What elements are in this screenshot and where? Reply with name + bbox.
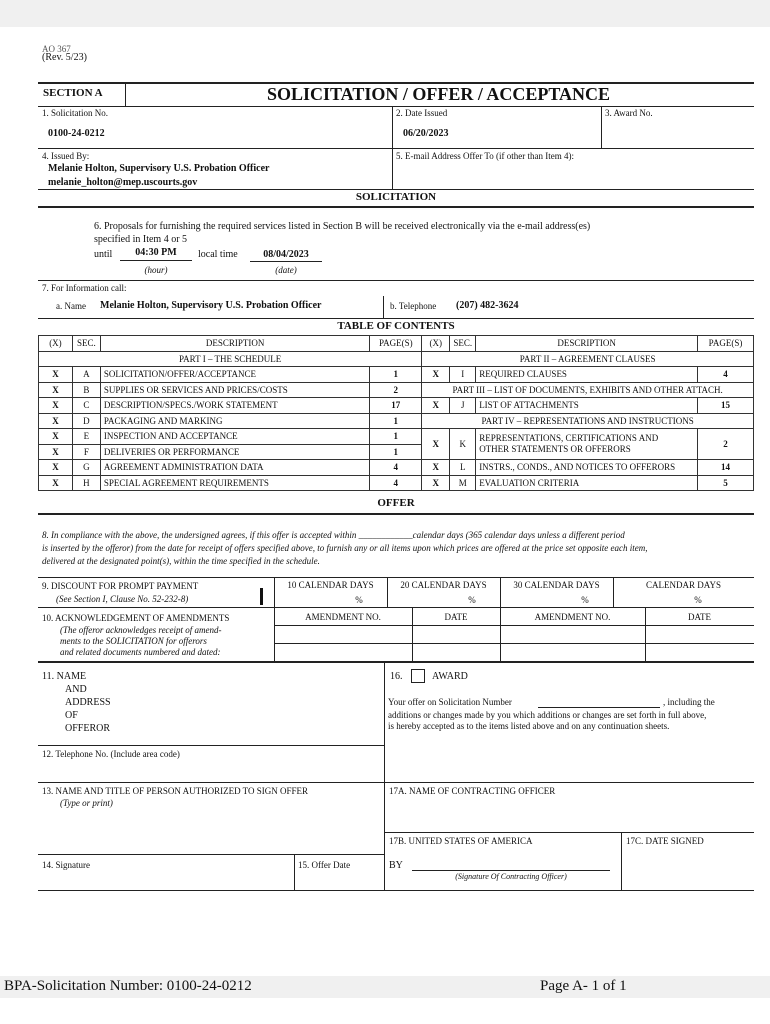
item11-label: ADDRESS [65, 697, 111, 708]
toc-mark: X [39, 382, 73, 398]
toc-desc: SUPPLIES OR SERVICES AND PRICES/COSTS [100, 382, 369, 398]
toc-sec: E [72, 429, 100, 445]
rule [294, 854, 295, 890]
toc-desc: REQUIRED CLAUSES [476, 367, 698, 383]
issued-by-name: Melanie Holton, Supervisory U.S. Probation Officer [48, 163, 270, 174]
amendment-no-header: AMENDMENT NO. [305, 612, 381, 622]
date-issued-value: 06/20/2023 [403, 128, 449, 139]
item17a-label: 17A. NAME OF CONTRACTING OFFICER [389, 786, 556, 796]
offer-heading: OFFER [377, 497, 415, 509]
toc-part-row [39, 351, 754, 367]
rule [38, 513, 754, 515]
toc-desc: PACKAGING AND MARKING [100, 413, 369, 429]
toc-col-pages: PAGE(S) [698, 336, 754, 352]
toc-sec: C [72, 398, 100, 414]
table-row [39, 429, 754, 445]
solicitation-no-value: 0100-24-0212 [48, 128, 105, 139]
toc-col-desc: DESCRIPTION [476, 336, 698, 352]
toc-pages: 14 [698, 460, 754, 476]
item11-label: OF [65, 710, 78, 721]
proposal-hour: 04:30 PM [120, 247, 192, 261]
toc-sec: J [450, 398, 476, 414]
toc-part-3: PART III – LIST OF DOCUMENTS, EXHIBITS AND OTHER ATTACH. [422, 382, 754, 398]
toc-desc-line: OTHER STATEMENTS OR OFFERORS [479, 444, 631, 454]
toc-sec: G [72, 460, 100, 476]
toc-col-desc: DESCRIPTION [100, 336, 369, 352]
award-solicitation-number-field[interactable] [538, 697, 660, 708]
toc-pages: 15 [698, 398, 754, 414]
toc-sec: H [72, 475, 100, 491]
item6-text-line2: specified in Item 4 or 5 [94, 234, 188, 245]
rule [384, 662, 385, 890]
rule [38, 745, 384, 746]
toc-pages: 2 [698, 429, 754, 460]
discount-30-days-label: 30 CALENDAR DAYS [513, 580, 600, 590]
toc-mark: X [422, 367, 450, 383]
discount-10-pct: % [355, 595, 363, 605]
rule [383, 296, 384, 318]
item14-label: 14. Signature [42, 860, 90, 870]
amendment-no-header: AMENDMENT NO. [534, 612, 611, 622]
section-label: SECTION A [43, 87, 103, 99]
toc-sec: F [72, 444, 100, 460]
toc-part-2: PART II – AGREEMENT CLAUSES [422, 351, 754, 367]
toc-col-sec: SEC. [72, 336, 100, 352]
toc-table [38, 335, 754, 491]
toc-mark: X [39, 460, 73, 476]
proposal-date: 08/04/2023 [250, 249, 322, 262]
toc-col-x: (X) [422, 336, 450, 352]
toc-sec: L [450, 460, 476, 476]
signature-caption: (Signature Of Contracting Officer) [455, 872, 567, 881]
toc-col-pages: PAGE(S) [370, 336, 422, 352]
toc-mark: X [39, 413, 73, 429]
item13-subtitle: (Type or print) [60, 798, 113, 808]
item11-label: AND [65, 684, 87, 695]
award-text-line3: is hereby accepted as to the items listed above and on any continuation sheets. [388, 721, 670, 731]
toc-mark: X [39, 367, 73, 383]
rule [392, 106, 393, 148]
text-cursor-mark [260, 588, 263, 605]
rule [274, 625, 754, 626]
toc-part-4: PART IV – REPRESENTATIONS AND INSTRUCTIONS [422, 413, 754, 429]
item9-label: 9. DISCOUNT FOR PROMPT PAYMENT [42, 581, 199, 591]
toc-desc: INSTRS., CONDS., AND NOTICES TO OFFERORS [476, 460, 698, 476]
issued-by-label: 4. Issued By: [42, 151, 90, 161]
item6-text-line1: 6. Proposals for furnishing the required services listed in Section B will be received electronically via the e-mail address(es) [94, 221, 591, 232]
toc-sec: M [450, 475, 476, 491]
toc-sec: A [72, 367, 100, 383]
item10-sub-line3: and related documents numbered and dated: [60, 647, 221, 657]
rule [621, 832, 622, 890]
toc-mark: X [39, 444, 73, 460]
item10-sub-line2: ments to the SOLICITATION for offerors [60, 636, 207, 646]
discount-20-pct: % [468, 595, 476, 605]
date-caption: (date) [275, 265, 297, 275]
rule [392, 148, 393, 189]
item13-label: 13. NAME AND TITLE OF PERSON AUTHORIZED TO SIGN OFFER [42, 786, 309, 796]
toc-desc: SPECIAL AGREEMENT REQUIREMENTS [100, 475, 369, 491]
rule [38, 607, 754, 608]
toc-desc-line: REPRESENTATIONS, CERTIFICATIONS AND [479, 433, 659, 443]
item16-number: 16. [390, 671, 403, 682]
item11-label: 11. NAME [42, 671, 87, 682]
toc-mark: X [422, 429, 450, 460]
award-text-line1: Your offer on Solicitation Number [388, 697, 512, 707]
toc-mark: X [39, 475, 73, 491]
toc-sec: D [72, 413, 100, 429]
rule [38, 148, 754, 149]
until-label: until [94, 249, 113, 260]
item10-label: 10. ACKNOWLEDGEMENT OF AMENDMENTS [42, 613, 230, 623]
footer-page-number: Page A- 1 of 1 [540, 978, 627, 994]
rule [38, 854, 384, 855]
table-row [39, 475, 754, 491]
table-row [39, 367, 754, 383]
rule [38, 318, 754, 319]
item8-text-line3: delivered at the designated point(s), within the time specified in the schedule. [42, 556, 320, 566]
rule [38, 189, 754, 190]
item11-label: OFFEROR [65, 723, 111, 734]
rule [38, 106, 754, 107]
item17c-label: 17C. DATE SIGNED [626, 836, 704, 846]
toc-heading: TABLE OF CONTENTS [337, 320, 455, 332]
date-issued-label: 2. Date Issued [396, 108, 448, 118]
toc-desc: EVALUATION CRITERIA [476, 475, 698, 491]
info-phone-label: b. Telephone [390, 301, 437, 311]
award-text-line1-end: , including the [663, 697, 715, 707]
footer-solicitation-number: BPA-Solicitation Number: 0100-24-0212 [4, 978, 252, 994]
toc-desc: SOLICITATION/OFFER/ACCEPTANCE [100, 367, 369, 383]
toc-pages: 4 [370, 460, 422, 476]
item12-label: 12. Telephone No. (Include area code) [42, 749, 180, 759]
item8-text-line2: is inserted by the offeror) from the date for receipt of offers specified above, to furnish any or all items upon which prices are offered at the price set opposite each item, [42, 543, 648, 553]
solicitation-heading: SOLICITATION [355, 191, 437, 203]
toc-pages: 1 [370, 429, 422, 445]
rule [38, 206, 754, 208]
toc-col-sec: SEC. [450, 336, 476, 352]
item16-label: AWARD [432, 671, 468, 682]
toc-col-x: (X) [39, 336, 73, 352]
toc-desc: DELIVERIES OR PERFORMANCE [100, 444, 369, 460]
discount-30-pct: % [581, 595, 589, 605]
rule [38, 890, 384, 891]
discount-other-days-label: CALENDAR DAYS [646, 580, 721, 590]
info-name-label: a. Name [56, 301, 86, 311]
toc-mark: X [39, 429, 73, 445]
toc-pages: 2 [370, 382, 422, 398]
rule [384, 890, 754, 891]
revision-label: (Rev. 5/23) [42, 52, 87, 63]
page-title: SOLICITATION / OFFER / ACCEPTANCE [266, 84, 611, 104]
toc-desc: DESCRIPTION/SPECS./WORK STATEMENT [100, 398, 369, 414]
table-row [39, 382, 754, 398]
rule [38, 782, 754, 783]
toc-desc: INSPECTION AND ACCEPTANCE [100, 429, 369, 445]
toc-pages: 4 [370, 475, 422, 491]
table-row [39, 413, 754, 429]
toc-pages: 17 [370, 398, 422, 414]
table-row [39, 460, 754, 476]
table-row [39, 398, 754, 414]
toc-pages: 1 [370, 444, 422, 460]
toc-pages: 4 [698, 367, 754, 383]
email-offer-label: 5. E-mail Address Offer To (if other than Item 4): [396, 151, 574, 161]
award-text-line2: additions or changes made by you which additions or changes are set forth in full above, [388, 710, 707, 720]
item8-text-line1: 8. In compliance with the above, the undersigned agrees, if this offer is accepted within ____________calendar days (365 calendar days unless a different period [42, 530, 625, 540]
form-code: AO 367 [42, 44, 71, 54]
rule [38, 661, 754, 663]
solicitation-no-label: 1. Solicitation No. [42, 108, 108, 118]
contracting-officer-signature-field[interactable] [412, 858, 610, 871]
toc-desc [476, 429, 698, 460]
item17b-label: 17B. UNITED STATES OF AMERICA [389, 836, 533, 846]
toc-desc: LIST OF ATTACHMENTS [476, 398, 698, 414]
toc-header-row [39, 336, 754, 352]
rule [274, 643, 754, 644]
toc-desc: AGREEMENT ADMINISTRATION DATA [100, 460, 369, 476]
item9-subtitle: (See Section I, Clause No. 52-232-8) [56, 594, 189, 604]
award-no-label: 3. Award No. [605, 108, 653, 118]
issued-by-email: melanie_holton@mep.uscourts.gov [48, 177, 198, 188]
viewer-top-bar [0, 0, 770, 27]
toc-pages: 5 [698, 475, 754, 491]
rule [384, 832, 754, 833]
item7-label: 7. For Information call: [42, 283, 127, 293]
discount-20-days-label: 20 CALENDAR DAYS [400, 580, 487, 590]
toc-pages: 1 [370, 367, 422, 383]
item10-sub-line1: (The offeror acknowledges receipt of amend- [60, 625, 222, 635]
toc-part-1: PART I – THE SCHEDULE [39, 351, 422, 367]
toc-mark: X [39, 398, 73, 414]
toc-mark: X [422, 475, 450, 491]
amendment-date-header: DATE [688, 612, 711, 622]
hour-caption: (hour) [144, 265, 168, 275]
toc-mark: X [422, 460, 450, 476]
rule [38, 577, 754, 578]
info-phone-value: (207) 482-3624 [456, 300, 519, 311]
rule [601, 106, 602, 148]
discount-other-pct: % [694, 595, 702, 605]
item15-label: 15. Offer Date [298, 860, 351, 870]
award-checkbox[interactable] [411, 669, 425, 683]
info-name-value: Melanie Holton, Supervisory U.S. Probation Officer [100, 300, 322, 311]
rule [38, 280, 754, 281]
local-time-label: local time [198, 249, 238, 260]
toc-mark: X [422, 398, 450, 414]
amendment-date-header: DATE [444, 612, 468, 622]
toc-pages: 1 [370, 413, 422, 429]
toc-sec: K [450, 429, 476, 460]
discount-10-days-label: 10 CALENDAR DAYS [287, 580, 374, 590]
toc-sec: I [450, 367, 476, 383]
by-label: BY [389, 860, 403, 871]
toc-sec: B [72, 382, 100, 398]
